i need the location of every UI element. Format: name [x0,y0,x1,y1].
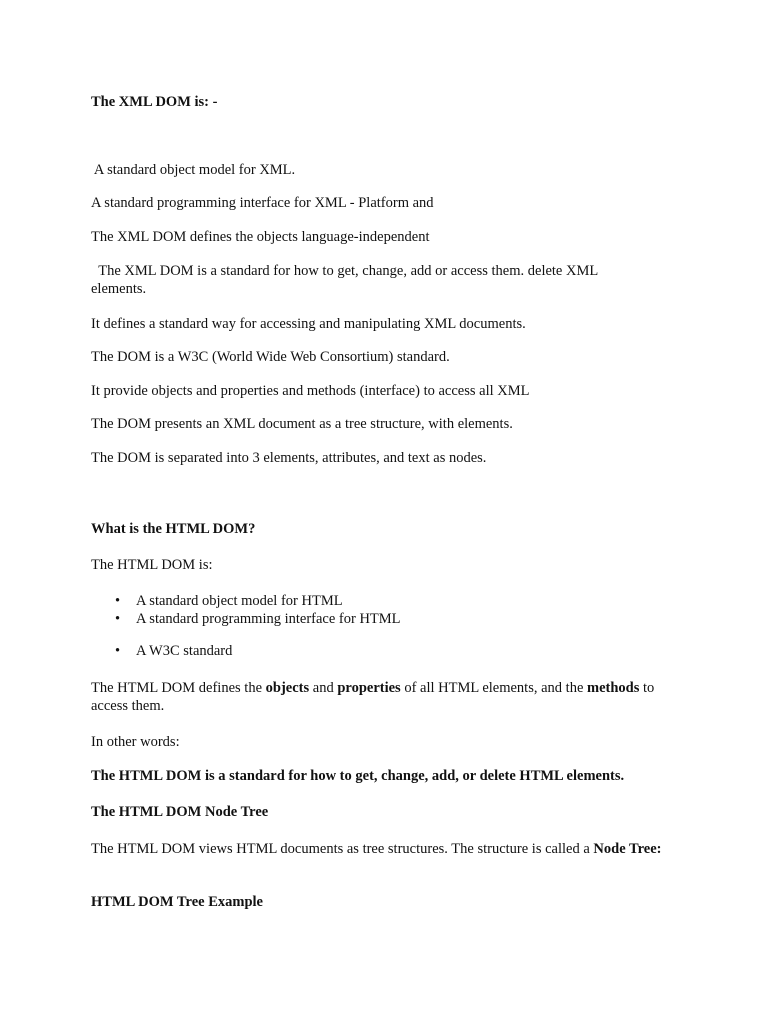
defines-bold-properties: properties [337,680,401,696]
defines-text-3: of all HTML elements, and the [400,680,588,696]
bullet-icon: • [115,593,121,609]
xml-line-8: The DOM presents an XML document as a tree structure, with elements. [91,416,513,432]
xml-line-9: The DOM is separated into 3 elements, attributes, and text as nodes. [91,450,487,466]
xml-line-5: It defines a standard way for accessing and manipulating XML documents. [91,316,526,332]
html-dom-intro: The HTML DOM is: [91,557,213,573]
defines-text-1: The HTML DOM defines the [91,680,266,696]
xml-line-1: A standard object model for XML. [91,162,296,178]
xml-line-3: The XML DOM defines the objects language-independent [91,229,430,245]
list-item-text: A standard programming interface for HTML [136,611,401,627]
bullet-icon: • [115,611,121,627]
in-other-words: In other words: [91,734,180,750]
xml-dom-heading: The XML DOM is: - [91,94,218,110]
list-item-text: A W3C standard [136,643,233,659]
xml-line-6: The DOM is a W3C (World Wide Web Consortium) standard. [91,349,450,365]
list-item-text: A standard object model for HTML [136,593,343,609]
xml-line-7: It provide objects and properties and methods (interface) to access all XML [91,383,530,399]
xml-line-4: The XML DOM is a standard for how to get, change, add or access them. delete XML elements. [91,263,602,297]
node-tree-text: The HTML DOM views HTML documents as tree structures. The structure is called a [91,841,594,857]
defines-bold-objects: objects [265,680,310,696]
node-tree-heading: The HTML DOM Node Tree [91,804,269,820]
node-tree-bold: Node Tree: [593,841,662,857]
node-tree-paragraph [91,840,691,858]
html-dom-bold-statement: The HTML DOM is a standard for how to get, change, add, or delete HTML elements. [91,768,625,784]
tree-example-heading: HTML DOM Tree Example [91,894,263,910]
bullet-icon: • [115,643,121,659]
html-dom-heading: What is the HTML DOM? [91,521,256,537]
xml-line-2: A standard programming interface for XML - Platform and [91,195,434,211]
html-dom-defines-paragraph [91,679,691,715]
defines-bold-methods: methods [587,680,640,696]
defines-text-2: and [309,680,338,696]
defines-text-4: to access them. [91,680,655,714]
